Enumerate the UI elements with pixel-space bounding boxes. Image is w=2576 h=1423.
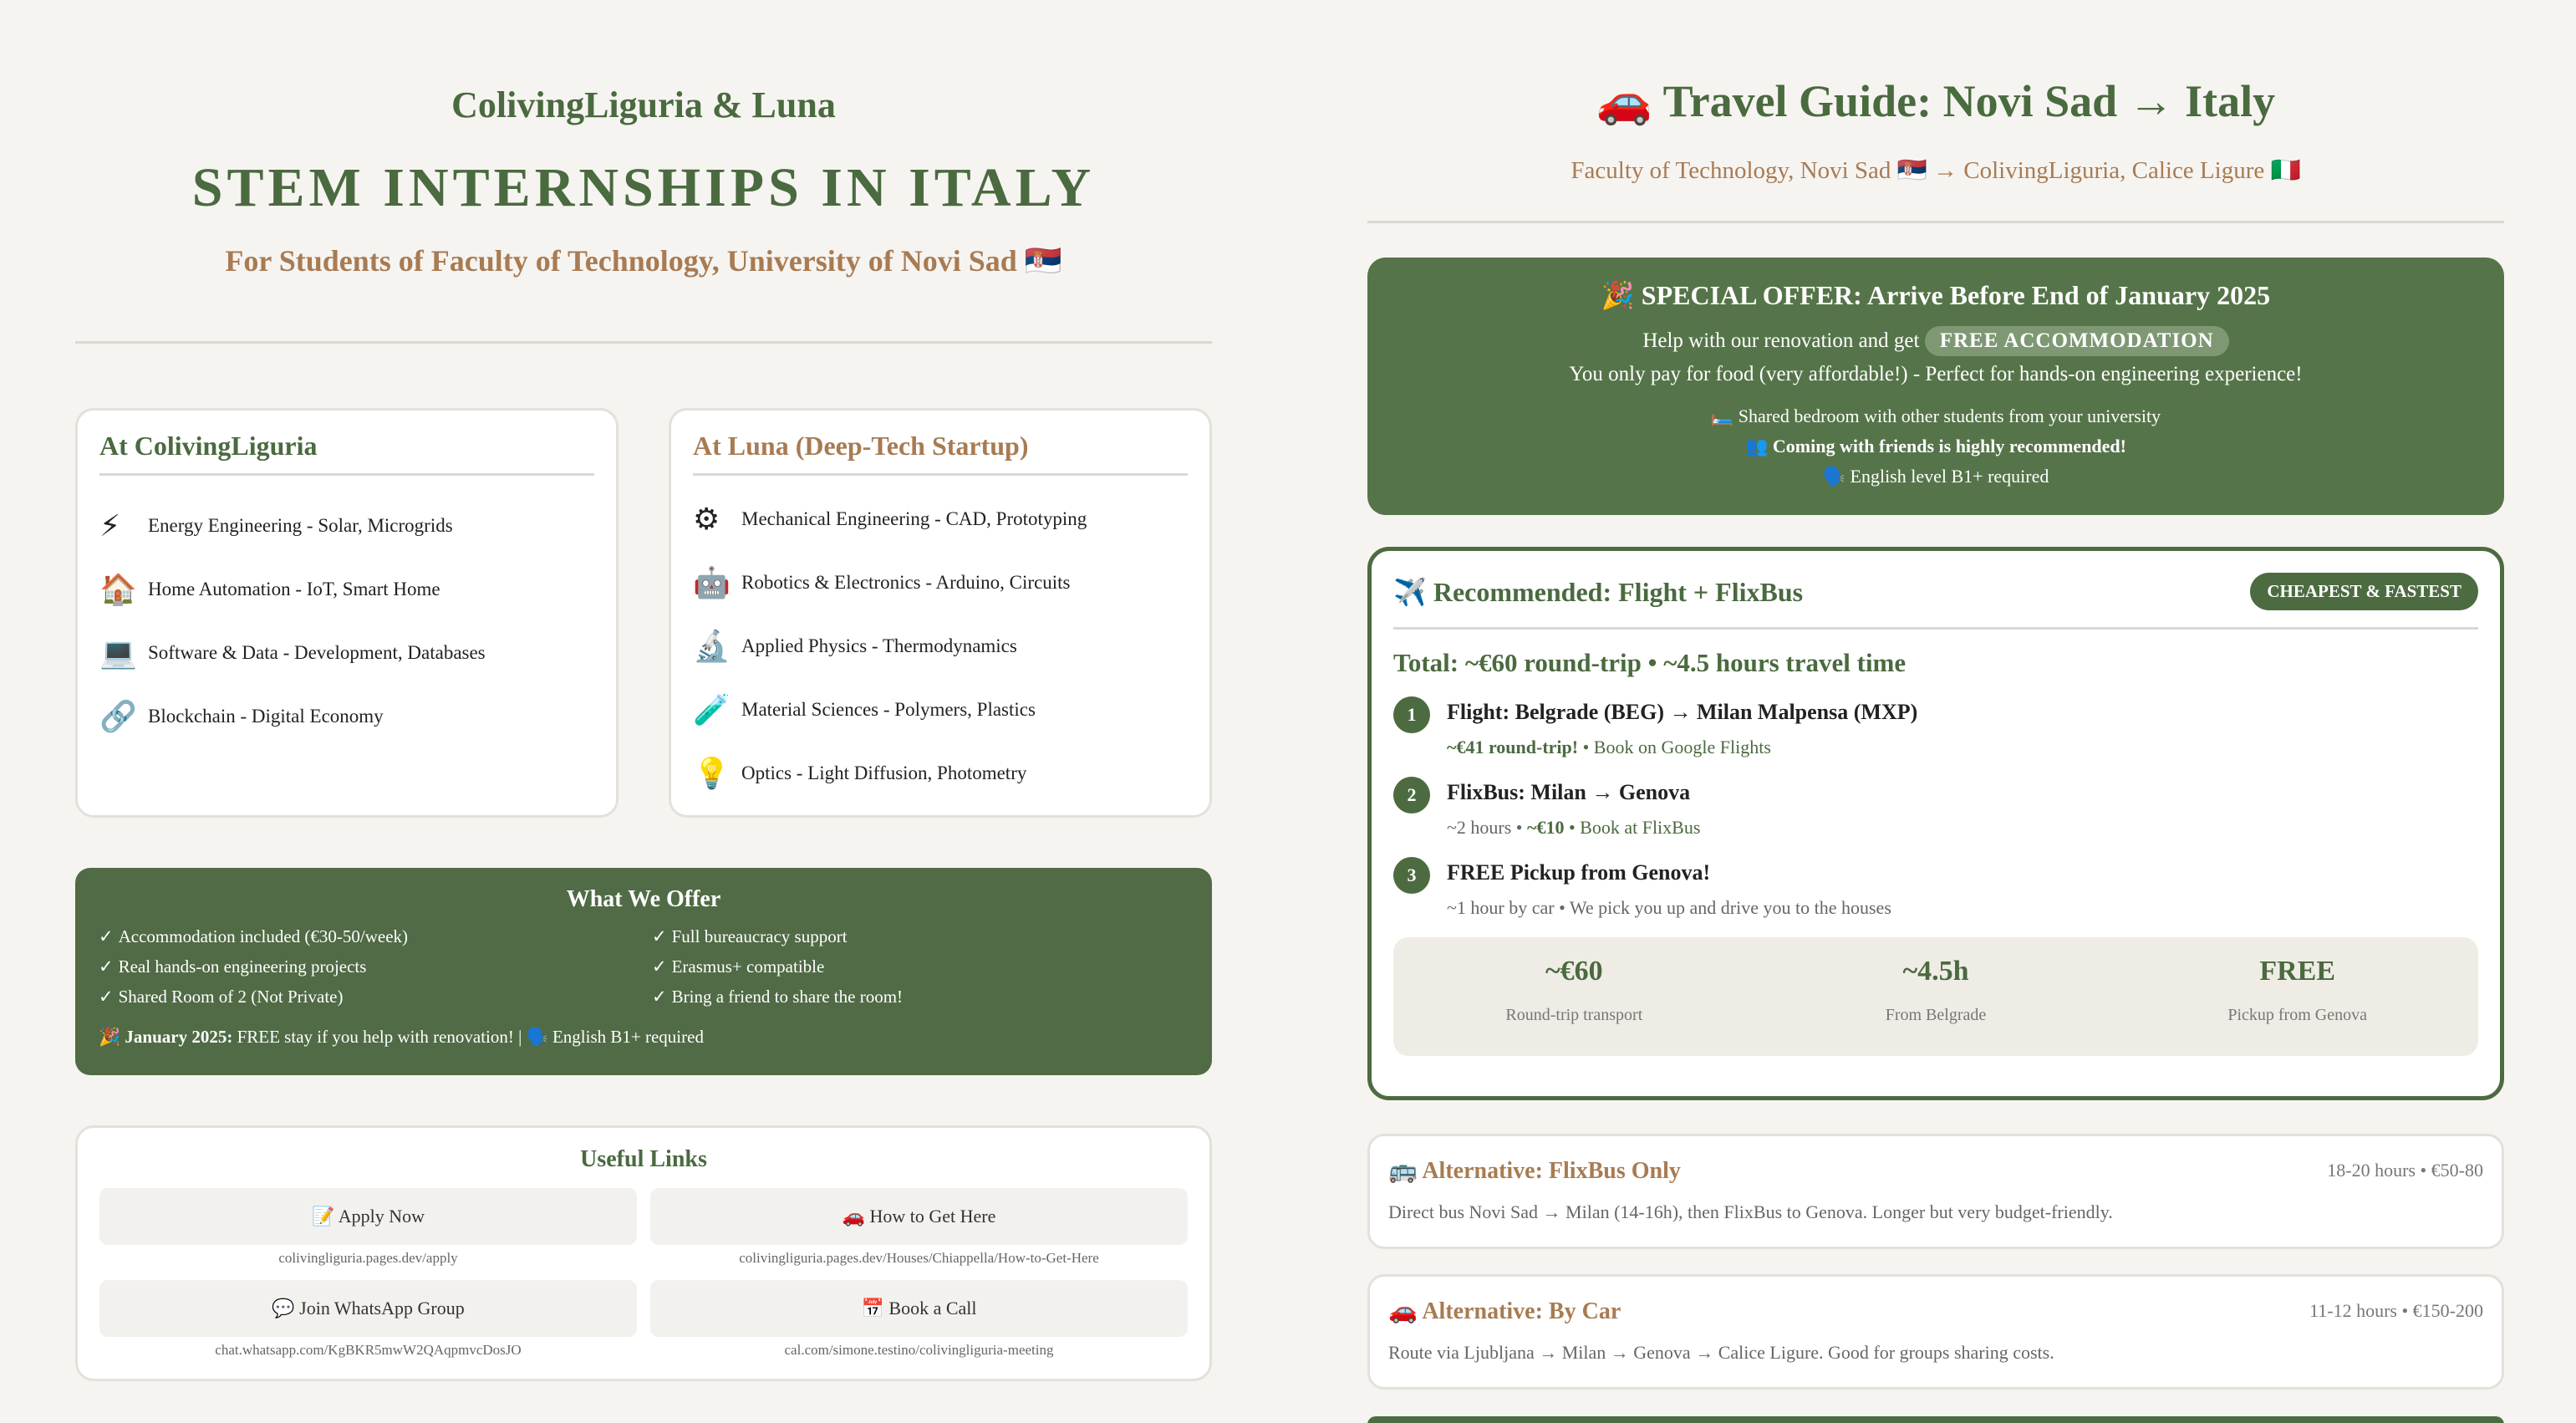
step-number: 2: [1393, 777, 1430, 814]
list-item: [693, 678, 1188, 742]
alternative-flixbus-card: [1367, 1134, 2504, 1249]
step-detail: [1447, 817, 1700, 839]
offer-item: [99, 951, 635, 982]
check-icon: ✓: [99, 987, 114, 1007]
special-offer-line: [1367, 326, 2504, 356]
lightning-icon: ⚡: [99, 508, 121, 543]
field-label: Home Automation - IoT, Smart Home: [148, 579, 440, 599]
stat-value: FREE: [2259, 956, 2335, 987]
field-label: Robotics & Electronics - Arduino, Circuits: [741, 572, 1071, 593]
link-url[interactable]: cal.com/simone.testino/colivingliguria-meeting: [784, 1342, 1054, 1358]
check-icon: ✓: [99, 926, 114, 946]
offer-text: Full bureaucracy support: [671, 926, 848, 946]
offer-note-text: FREE stay if you help with renovation! | 🗣️ English B1+ required: [232, 1027, 704, 1047]
field-label: Material Sciences - Polymers, Plastics: [741, 699, 1036, 720]
gear-icon: ⚙: [693, 502, 720, 537]
step-number: 1: [1393, 696, 1430, 733]
link-cell: [650, 1188, 1188, 1267]
list-item: [693, 742, 1188, 805]
offer-grid: [99, 921, 1189, 1012]
luna-card-title: At Luna (Deep-Tech Startup): [693, 431, 1188, 476]
bed-bullet: 🛏️ Shared bedroom with other students from your university: [1710, 405, 2161, 426]
link-cell: [99, 1188, 637, 1267]
english-bullet: 🗣️ English level B1+ required: [1822, 466, 2049, 487]
stat-time: [1755, 937, 2117, 1056]
offer-item: [652, 951, 1189, 982]
check-icon: ✓: [99, 956, 114, 977]
special-offer-title: 🎉 SPECIAL OFFER: Arrive Before End of January 2025: [1601, 280, 2271, 310]
special-offer-line: You only pay for food (very affordable!) - Perfect for hands-on engineering experience!: [1569, 363, 2303, 385]
offer-item: [652, 982, 1189, 1012]
alternative-header: [1388, 1297, 2483, 1325]
offer-note: [99, 1027, 1189, 1048]
special-offer-panel: [1367, 258, 2504, 515]
list-item: [693, 551, 1188, 615]
step-number: 3: [1393, 857, 1430, 894]
step-title: FREE Pickup from Genova!: [1447, 860, 1711, 885]
field-label: Applied Physics - Thermodynamics: [741, 635, 1017, 656]
house-icon: 🏠: [99, 573, 137, 607]
coliving-fields-card: [75, 408, 619, 818]
test-tube-icon: 🧪: [693, 693, 731, 727]
offer-text: Shared Room of 2 (Not Private): [118, 987, 344, 1007]
coliving-field-list: [99, 494, 594, 748]
stat-value: ~4.5h: [1902, 956, 1969, 987]
friends-bullet: 👥 Coming with friends is highly recommended!: [1745, 436, 2126, 456]
field-label: Energy Engineering - Solar, Microgrids: [148, 515, 453, 536]
recommended-title: ✈️ Recommended: Flight + FlixBus: [1393, 576, 1804, 607]
party-icon: 🎉: [99, 1027, 121, 1047]
offer-text: Accommodation included (€30-50/week): [118, 926, 409, 946]
divider: [75, 341, 1212, 344]
how-to-get-here-button[interactable]: 🚗 How to Get Here: [650, 1188, 1188, 1245]
offer-item: [652, 921, 1189, 951]
chain-link-icon: 🔗: [99, 700, 137, 734]
offer-text: Erasmus+ compatible: [671, 956, 825, 977]
special-offer-bullets: [1367, 401, 2504, 492]
field-label: Blockchain - Digital Economy: [148, 706, 384, 727]
link-cell: [99, 1280, 637, 1359]
field-label: Mechanical Engineering - CAD, Prototyping: [741, 508, 1087, 529]
stat-label: Round-trip transport: [1505, 1006, 1643, 1024]
laptop-icon: 💻: [99, 636, 137, 671]
step-detail: ~1 hour by car • We pick you up and drive you to the houses: [1447, 897, 1891, 918]
recommended-header: [1393, 573, 2478, 630]
brand-title: ColivingLiguria & Luna: [451, 84, 836, 125]
alternative-car-card: [1367, 1274, 2504, 1390]
coliving-card-title: At ColivingLiguria: [99, 431, 594, 476]
alternative-meta: 18-20 hours • €50-80: [2327, 1160, 2483, 1181]
step-price: ~€41 round-trip!: [1447, 737, 1579, 757]
special-offer-text: Help with our renovation and get: [1642, 329, 1925, 352]
step-price: ~€10: [1527, 817, 1565, 838]
link-url[interactable]: colivingliguria.pages.dev/apply: [278, 1250, 458, 1266]
field-label: Optics - Light Diffusion, Photometry: [741, 763, 1027, 783]
cheapest-fastest-badge: CHEAPEST & FASTEST: [2250, 573, 2478, 610]
robot-icon: 🤖: [693, 566, 731, 600]
what-we-offer-panel: [75, 868, 1212, 1075]
divider: [1367, 221, 2504, 223]
left-column: [75, 0, 1212, 1358]
offer-note-bold: January 2025:: [125, 1027, 233, 1047]
alternative-title: 🚗 Alternative: By Car: [1388, 1298, 1621, 1324]
step-detail: [1447, 737, 1917, 758]
apply-now-button[interactable]: 📝 Apply Now: [99, 1188, 637, 1245]
flixbus-link[interactable]: • Book at FlixBus: [1564, 817, 1701, 838]
check-icon: ✓: [652, 987, 667, 1007]
alternative-description: Direct bus Novi Sad → Milan (14-16h), then FlixBus to Genova. Longer but very budget-friendly.: [1388, 1201, 2113, 1222]
book-call-button[interactable]: 📅 Book a Call: [650, 1280, 1188, 1337]
step-title: Flight: Belgrade (BEG) → Milan Malpensa (MXP): [1447, 700, 1918, 724]
link-url[interactable]: chat.whatsapp.com/KgBKR5mwW2QAqpmvcDosJO: [215, 1342, 522, 1358]
step-title: FlixBus: Milan → Genova: [1447, 780, 1691, 804]
recommended-total: Total: ~€60 round-trip • ~4.5 hours travel time: [1393, 648, 1907, 677]
page-headline: STEM INTERNSHIPS IN ITALY: [191, 157, 1096, 218]
offer-item: [99, 921, 635, 951]
stat-cost: [1393, 937, 1755, 1056]
offer-title: What We Offer: [566, 886, 721, 912]
alternative-description: Route via Ljubljana → Milan → Genova → Calice Ligure. Good for groups sharing costs.: [1388, 1342, 2054, 1363]
list-item: [693, 615, 1188, 678]
whatsapp-group-button[interactable]: 💬 Join WhatsApp Group: [99, 1280, 637, 1337]
list-item: [99, 685, 594, 748]
route-stats: [1393, 937, 2478, 1056]
link-url[interactable]: colivingliguria.pages.dev/Houses/Chiappella/How-to-Get-Here: [739, 1250, 1099, 1266]
step-duration: ~2 hours •: [1447, 817, 1527, 838]
route-step: [1393, 857, 2478, 919]
link-cell: [650, 1280, 1188, 1359]
travel-guide-title: 🚗 Travel Guide: Novi Sad → Italy: [1596, 76, 2276, 126]
google-flights-link[interactable]: • Book on Google Flights: [1578, 737, 1771, 757]
offer-item: [99, 982, 635, 1012]
list-item: [99, 621, 594, 685]
free-accommodation-badge: FREE ACCOMMODATION: [1925, 326, 2229, 356]
offer-text: Real hands-on engineering projects: [118, 956, 367, 977]
next-card-edge: [1367, 1416, 2504, 1423]
page-subheading: For Students of Faculty of Technology, University of Novi Sad 🇷🇸: [225, 244, 1062, 278]
list-item: [99, 558, 594, 621]
recommended-route-card: [1367, 547, 2504, 1100]
luna-fields-card: [669, 408, 1212, 818]
route-step: [1393, 777, 2478, 839]
alternative-title: 🚌 Alternative: FlixBus Only: [1388, 1158, 1681, 1184]
right-column: [1367, 0, 2504, 1363]
field-label: Software & Data - Development, Databases: [148, 642, 486, 663]
links-grid: [99, 1188, 1188, 1359]
stat-label: From Belgrade: [1885, 1006, 1987, 1024]
links-title: Useful Links: [580, 1146, 707, 1172]
stat-label: Pickup from Genova: [2227, 1006, 2367, 1024]
list-item: [693, 487, 1188, 551]
list-item: [99, 494, 594, 558]
stat-pickup: [2116, 937, 2478, 1056]
travel-guide-subtitle: Faculty of Technology, Novi Sad 🇷🇸 → ColivingLiguria, Calice Ligure 🇮🇹: [1571, 157, 2301, 184]
check-icon: ✓: [652, 956, 667, 977]
useful-links-card: [75, 1125, 1212, 1381]
lightbulb-icon: 💡: [693, 757, 731, 791]
microscope-icon: 🔬: [693, 630, 731, 664]
route-step: [1393, 696, 2478, 758]
alternative-meta: 11-12 hours • €150-200: [2309, 1300, 2483, 1321]
stat-value: ~€60: [1545, 956, 1603, 987]
check-icon: ✓: [652, 926, 667, 946]
offer-text: Bring a friend to share the room!: [671, 987, 904, 1007]
luna-field-list: [693, 487, 1188, 805]
alternative-header: [1388, 1156, 2483, 1185]
